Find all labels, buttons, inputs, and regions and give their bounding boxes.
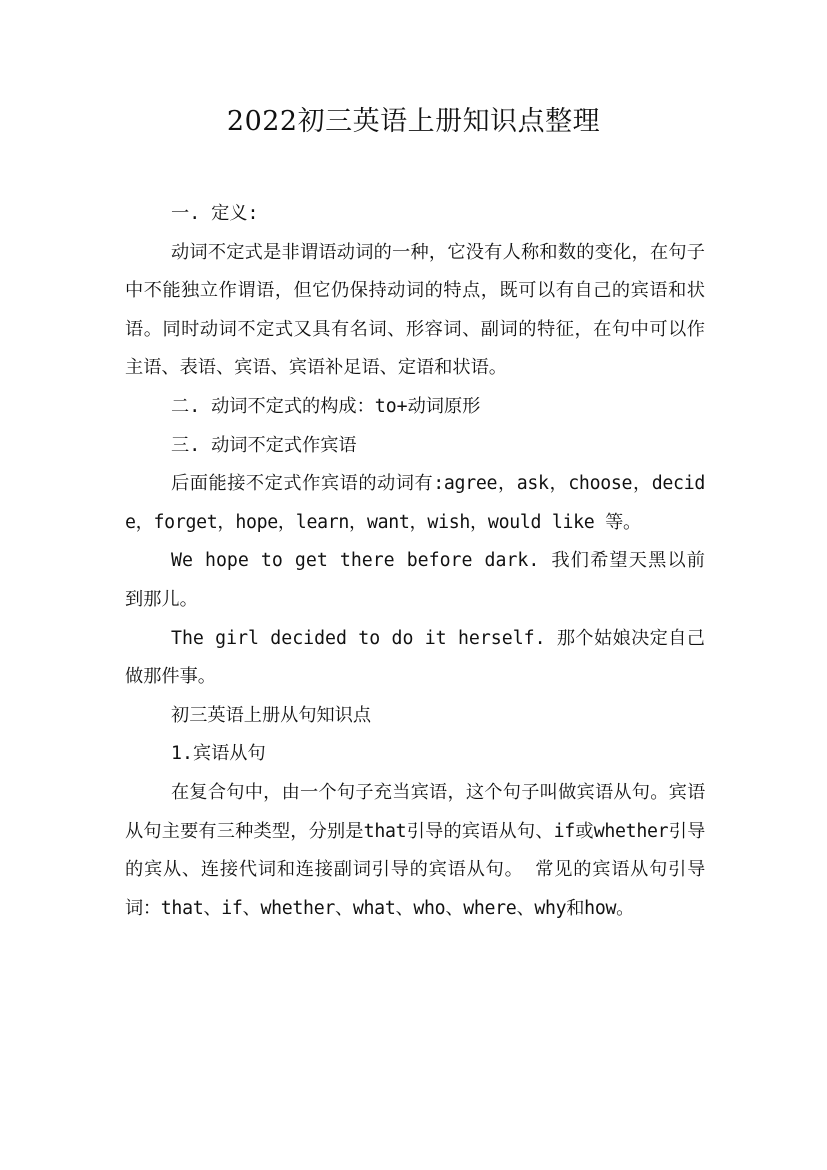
section-heading-structure: 二. 动词不定式的构成：to+动词原形	[171, 395, 481, 417]
section-heading-clauses: 初三英语上册从句知识点	[171, 704, 372, 726]
example-sentence-2: The girl decided to do it herself. 那个姑娘决定自己做那件事。	[125, 627, 705, 688]
section-heading-definition: 一. 定义:	[171, 203, 259, 224]
section-heading-as-object: 三. 动词不定式作宾语	[171, 434, 357, 456]
paragraph-verb-list: 后面能接不定式作宾语的动词有:agree，ask，choose，decide，forget，hope，learn，want，wish，would like 等。	[125, 473, 705, 533]
paragraph-object-clause: 在复合句中，由一个句子充当宾语，这个句子叫做宾语从句。宾语从句主要有三种类型，分别是that引导的宾语从句、if或whether引导的宾从、连接代词和连接副词引导的宾语从句。 常见的宾语从句引导词：that、if、whether、what、who、where、why和how。	[125, 781, 705, 919]
paragraph-definition-text: 动词不定式是非谓语动词的一种，它没有人称和数的变化，在句子中不能独立作谓语，但它仍保持动词的特点，既可以有自己的宾语和状语。同时动词不定式又具有名词、形容词、副词的特征，在句中可以作主语、表语、宾语、宾语补足语、定语和状语。	[125, 241, 705, 379]
document-title: 2022初三英语上册知识点整理	[226, 106, 601, 137]
document-body	[125, 195, 705, 928]
subheading-object-clause: 1.宾语从句	[171, 743, 266, 765]
example-sentence-1: We hope to get there before dark. 我们希望天黑以前到那儿。	[125, 550, 705, 610]
